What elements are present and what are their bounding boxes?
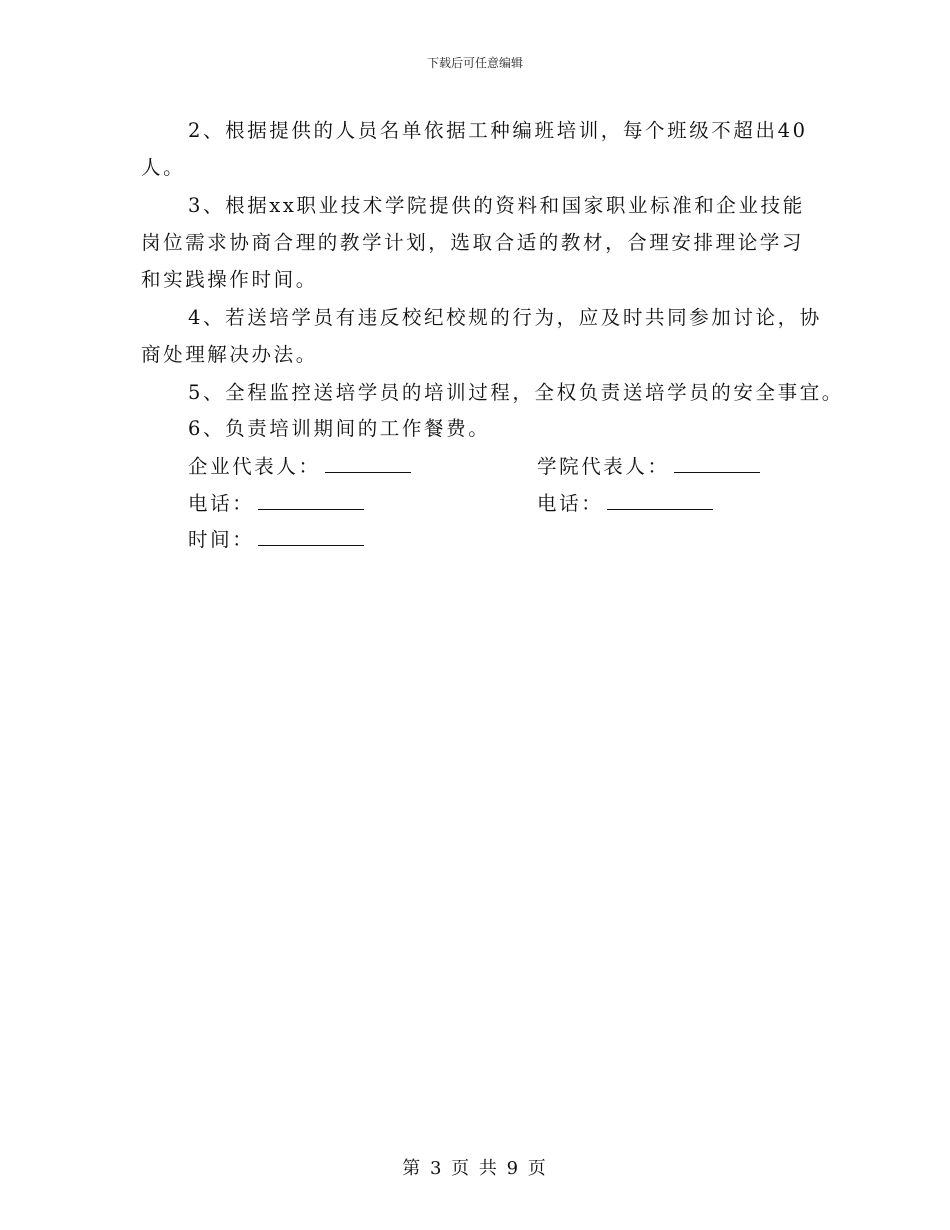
page-footer: 第 3 页 共 9 页: [402, 1158, 548, 1179]
company-phone-blank: [258, 491, 364, 510]
clause-2-line-2: 人。: [141, 156, 186, 179]
clause-4-line-1: 4、若送培学员有违反校纪校规的行为，应及时共同参加讨论，协: [188, 306, 822, 329]
clause-3-line-1: 3、根据xx职业技术学院提供的资料和国家职业标准和企业技能: [188, 194, 805, 217]
page-header: 下载后可任意编辑: [426, 56, 523, 70]
college-rep-label: 学院代表人：: [537, 455, 670, 478]
time-blank: [258, 527, 364, 546]
company-phone-label: 电话：: [188, 492, 255, 515]
college-rep-field: [537, 451, 760, 479]
college-phone-blank: [607, 491, 713, 510]
company-rep-label: 企业代表人：: [188, 455, 321, 478]
clause-6-line-1: 6、负责培训期间的工作餐费。: [188, 417, 491, 440]
clause-4-line-2: 商处理解决办法。: [141, 343, 318, 366]
company-rep-blank: [325, 454, 411, 473]
company-rep-field: [188, 451, 411, 479]
clause-2-line-1: 2、根据提供的人员名单依据工种编班培训，每个班级不超出40: [188, 119, 808, 142]
time-field: [188, 524, 364, 552]
time-label: 时间：: [188, 528, 255, 551]
clause-5-line-1: 5、全程监控送培学员的培训过程，全权负责送培学员的安全事宜。: [188, 381, 844, 404]
college-rep-blank: [674, 454, 760, 473]
clause-3-line-2: 岗位需求协商合理的教学计划，选取合适的教材，合理安排理论学习: [141, 231, 805, 254]
company-phone-field: [188, 488, 364, 516]
college-phone-label: 电话：: [537, 492, 604, 515]
clause-3-line-3: 和实践操作时间。: [141, 268, 318, 291]
college-phone-field: [537, 488, 713, 516]
